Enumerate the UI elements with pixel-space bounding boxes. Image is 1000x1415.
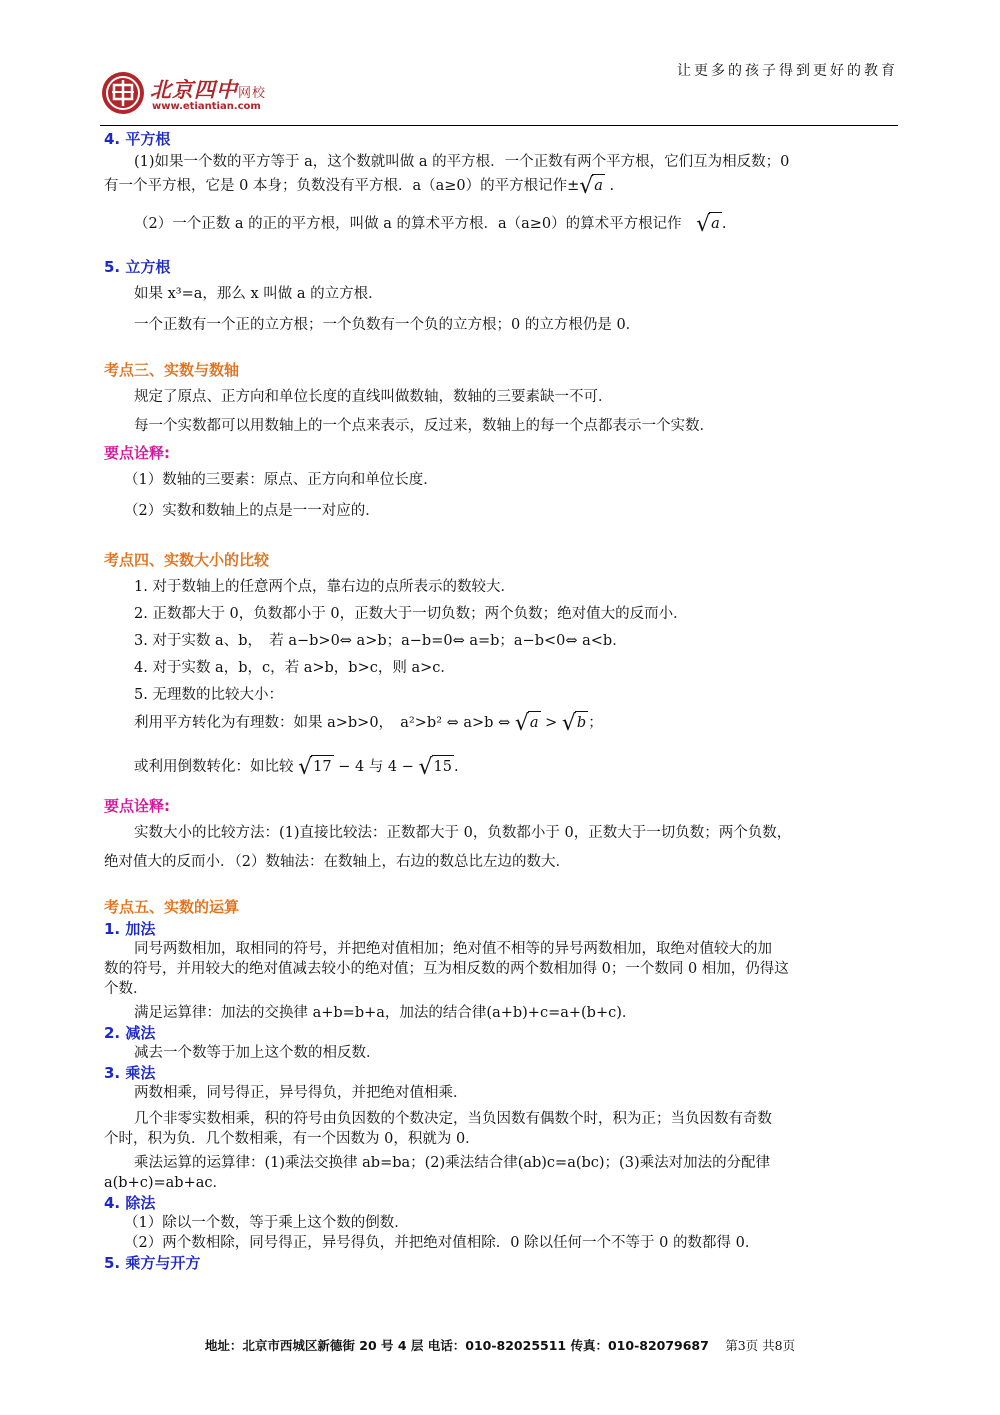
paragraph: 乘法运算的运算律：(1)乘法交换律 ab=ba；(2)乘法结合律(ab)c=a(bc)；(3)乘法对加法的分配律 <box>134 1155 771 1171</box>
paragraph: （1）除以一个数，等于乘上这个数的倒数． <box>124 1215 409 1231</box>
logo-url: www.etiantian.com <box>152 101 261 112</box>
section-title-operations: 考点五、实数的运算 <box>104 898 240 916</box>
header-slogan: 让更多的孩子得到更好的教育 <box>677 63 898 79</box>
logo-name: 北京四中网校 <box>150 77 267 102</box>
list-item: 5. 无理数的比较大小： <box>134 687 283 703</box>
header-divider <box>100 125 898 126</box>
paragraph: (1)如果一个数的平方等于 a，这个数就叫做 a 的平方根．一个正数有两个平方根，它们互为相反数；0 <box>134 154 790 170</box>
list-item: 4. 对于实数 a，b，c，若 a>b，b>c，则 a>c． <box>134 660 455 676</box>
paragraph: a(b+c)=ab+ac． <box>104 1175 228 1191</box>
section-title-square-root: 4. 平方根 <box>104 130 171 148</box>
list-item: 2. 正数都大于 0，负数都小于 0，正数大于一切负数；两个负数；绝对值大的反而小． <box>134 606 688 622</box>
subsection-title-division: 4. 除法 <box>104 1194 156 1212</box>
school-seal-icon <box>100 70 146 116</box>
paragraph: 几个非零实数相乘，积的符号由负因数的个数决定，当负因数有偶数个时，积为正；当负因数有奇数 <box>134 1111 772 1127</box>
list-item: 1. 对于数轴上的任意两个点，靠右边的点所表示的数较大． <box>134 579 515 595</box>
paragraph: 有一个平方根，它是 0 本身；负数没有平方根．a（a≥0）的平方根记作±√a . <box>104 174 615 199</box>
paragraph: 规定了原点、正方向和单位长度的直线叫做数轴，数轴的三要素缺一不可． <box>134 389 613 405</box>
paragraph: 数的符号，并用较大的绝对值减去较小的绝对值；互为相反数的两个数相加得 0；一个数同 0 相加，仍得这 <box>104 961 789 977</box>
main-content <box>104 128 898 1273</box>
subsection-title-addition: 1. 加法 <box>104 920 156 938</box>
paragraph: 每一个实数都可以用数轴上的一个点来表示，反过来，数轴上的每一个点都表示一个实数． <box>134 418 714 434</box>
note-title: 要点诠释: <box>104 444 170 462</box>
paragraph: 一个正数有一个正的立方根；一个负数有一个负的立方根；0 的立方根仍是 0． <box>134 317 641 333</box>
paragraph: （2）一个正数 a 的正的平方根，叫做 a 的算术平方根．a（a≥0）的算术平方根记作 √a . <box>134 212 727 237</box>
section-title-cube-root: 5. 立方根 <box>104 258 171 276</box>
paragraph: 减去一个数等于加上这个数的相反数． <box>134 1045 381 1061</box>
paragraph: （2）两个数相除，同号得正，异号得负，并把绝对值相除．0 除以任何一个不等于 0 的数都得 0． <box>124 1235 760 1251</box>
paragraph: 绝对值大的反而小．（2）数轴法：在数轴上，右边的数总比左边的数大． <box>104 854 570 870</box>
section-title-number-line: 考点三、实数与数轴 <box>104 361 240 379</box>
subsection-title-subtraction: 2. 减法 <box>104 1024 156 1042</box>
page-number: 第3页 共8页 <box>725 1338 796 1353</box>
paragraph: 实数大小的比较方法：(1)直接比较法：正数都大于 0，负数都小于 0，正数大于一切负数；两个负数， <box>134 825 792 841</box>
footer-address: 地址：北京市西城区新德街 20 号 4 层 电话：010-82025511 传真：010-82079687 <box>204 1338 709 1353</box>
list-item: 3. 对于实数 a、b， 若 a−b>0⇔ a>b；a−b=0⇔ a=b；a−b<0⇔ a<b． <box>134 633 627 649</box>
note-title: 要点诠释: <box>104 797 170 815</box>
school-logo <box>100 70 320 118</box>
subsection-title-multiplication: 3. 乘法 <box>104 1064 156 1082</box>
paragraph: 两数相乘，同号得正，异号得负，并把绝对值相乘． <box>134 1085 468 1101</box>
paragraph: 个时，积为负．几个数相乘，有一个因数为 0，积就为 0． <box>104 1131 480 1147</box>
paragraph: （2）实数和数轴上的点是一一对应的． <box>124 503 380 519</box>
page-header <box>100 58 898 128</box>
paragraph: 如果 x³=a，那么 x 叫做 a 的立方根． <box>134 286 383 302</box>
section-title-comparison: 考点四、实数大小的比较 <box>104 551 270 569</box>
paragraph: 满足运算律：加法的交换律 a+b=b+a，加法的结合律(a+b)+c=a+(b+c)． <box>134 1005 637 1021</box>
page-footer <box>0 1336 1000 1354</box>
subsection-title-power-root: 5. 乘方与开方 <box>104 1254 201 1272</box>
list-item: 或利用倒数转化：如比较 √17 − 4 与 4 − √15 . <box>134 755 459 780</box>
paragraph: 同号两数相加，取相同的符号，并把绝对值相加；绝对值不相等的异号两数相加，取绝对值较大的加 <box>134 941 772 957</box>
paragraph: 个数． <box>104 981 148 997</box>
paragraph: （1）数轴的三要素：原点、正方向和单位长度． <box>124 472 438 488</box>
list-item: 利用平方转化为有理数：如果 a>b>0， a²>b² ⇔ a>b ⇔ √a > √b ； <box>134 711 603 736</box>
